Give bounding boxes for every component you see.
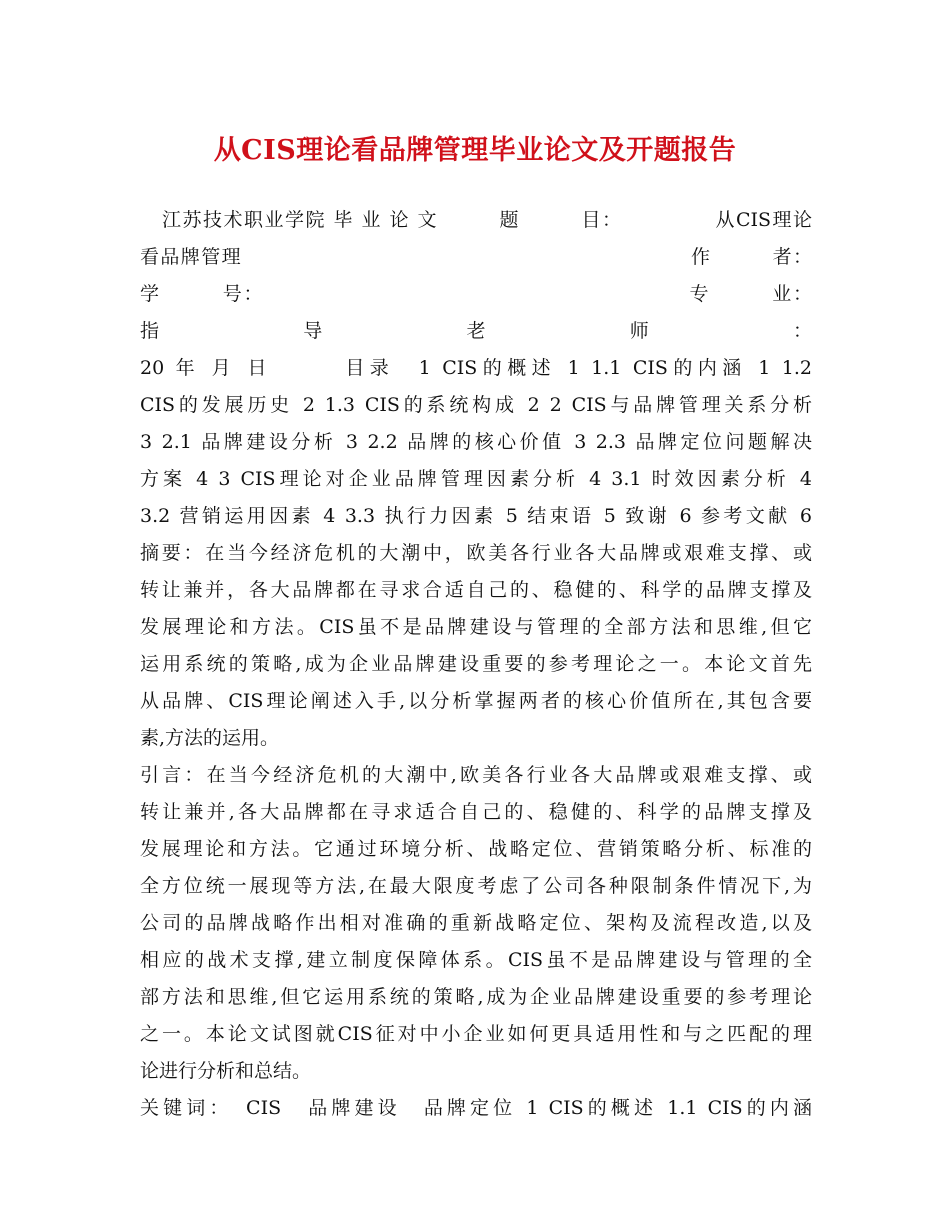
text-line: 摘要：在当今经济危机的大潮中，欧美各行业各大品牌或艰难支撑、或	[140, 542, 812, 564]
text-line: 引言：在当今经济危机的大潮中,欧美各行业各大品牌或艰难支撑、或	[140, 764, 812, 786]
text-line: 论进行分析和总结。	[140, 1060, 312, 1082]
text-line: 运用系统的策略,成为企业品牌建设重要的参考理论之一。本论文首先	[140, 653, 812, 675]
text-line: 转让兼并，各大品牌都在寻求合适自己的、稳健的、科学的品牌支撑及	[140, 579, 812, 601]
document-title: 从CIS理论看品牌管理毕业论文及开题报告	[213, 135, 737, 166]
text-line: 转让兼并,各大品牌都在寻求适合自己的、稳健的、科学的品牌支撑及	[140, 801, 812, 823]
text-line: 从品牌、CIS理论阐述入手,以分析掌握两者的核心价值所在,其包含要	[140, 690, 812, 712]
text-line: 素,方法的运用。	[140, 727, 280, 749]
text-line: 看品牌管理 作 者：	[140, 246, 812, 268]
text-line: 相应的战术支撑,建立制度保障体系。CIS虽不是品牌建设与管理的全	[140, 949, 812, 971]
text-line: 3 2.1 品牌建设分析 3 2.2 品牌的核心价值 3 2.3 品牌定位问题解决	[140, 431, 812, 453]
text-line: 方案 4 3 CIS理论对企业品牌管理因素分析 4 3.1 时效因素分析 4	[140, 468, 812, 490]
text-line: 学 号： 专 业：	[140, 283, 812, 305]
text-line: CIS的发展历史 2 1.3 CIS的系统构成 2 2 CIS与品牌管理关系分析	[140, 394, 812, 416]
text-line: 江苏技术职业学院 毕 业 论 文 题 目： 从CIS理论	[162, 209, 812, 231]
document-body	[140, 202, 812, 1127]
text-line: 全方位统一展现等方法,在最大限度考虑了公司各种限制条件情况下,为	[140, 875, 812, 897]
text-line: 20 年 月 日 目录 1 CIS的概述 1 1.1 CIS的内涵 1 1.2	[140, 357, 812, 379]
text-line: 公司的品牌战略作出相对准确的重新战略定位、架构及流程改造,以及	[140, 912, 812, 934]
text-line: 发展理论和方法。它通过环境分析、战略定位、营销策略分析、标准的	[140, 838, 812, 860]
text-line: 指 导 老 师 ：	[140, 320, 812, 342]
text-line: 之一。本论文试图就CIS征对中小企业如何更具适用性和与之匹配的理	[140, 1023, 812, 1045]
text-line: 发展理论和方法。CIS虽不是品牌建设与管理的全部方法和思维,但它	[140, 616, 812, 638]
text-line: 3.2 营销运用因素 4 3.3 执行力因素 5 结束语 5 致谢 6 参考文献 6	[140, 505, 812, 527]
text-line: 关键词： CIS 品牌建设 品牌定位 1 CIS的概述 1.1 CIS的内涵	[140, 1097, 812, 1119]
text-line: 部方法和思维,但它运用系统的策略,成为企业品牌建设重要的参考理论	[140, 986, 812, 1008]
